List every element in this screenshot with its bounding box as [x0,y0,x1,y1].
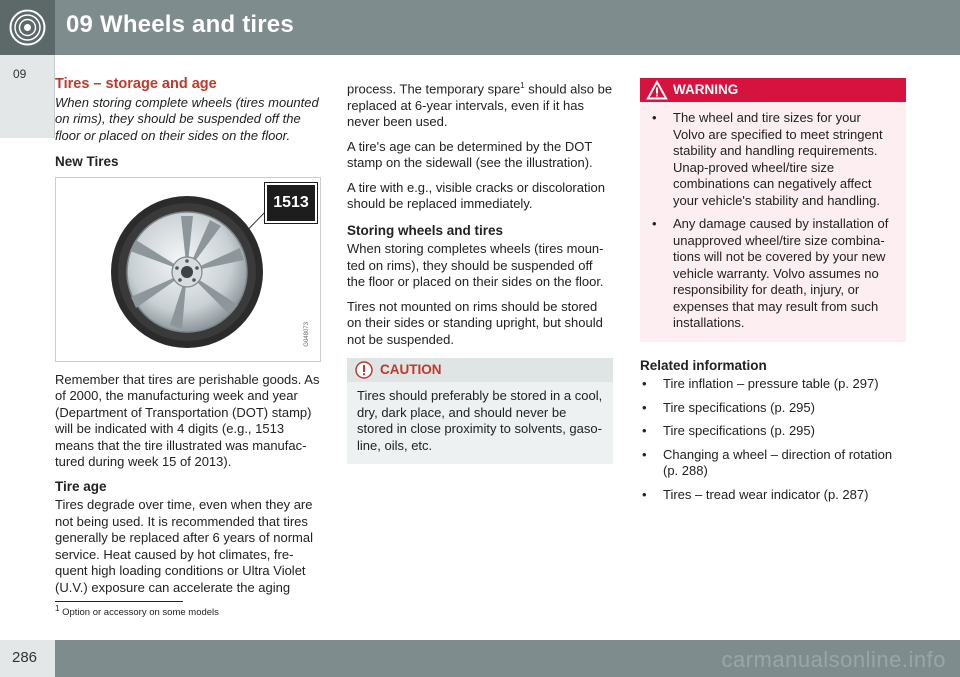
chapter-tab-label: 09 [13,67,27,81]
footnote-text: Option or accessory on some models [59,607,219,619]
footnote-ref: 1 [520,81,525,90]
page-number-box [0,640,55,677]
new-tires-heading: New Tires [55,154,119,169]
footnote-divider [55,601,183,602]
related-info-heading: Related information [640,357,767,373]
dot-paragraph: A tire's age can be determined by the DOT stamp on the sidewall (see the illustration). [347,138,593,171]
related-link[interactable]: • Tire specifications (p. 295) [640,423,906,440]
new-tires-paragraph: Remember that tires are perishable goods. As of 2000, the manufacturing week and year (Department of Transportation (DOT) stamp) will be indicated with 4 digits (e.g., 1513 means that the tire illustrated was manufac-tured during week 15 of 2013). [55,371,320,469]
page-number: 286 [12,649,38,666]
storing-heading: Storing wheels and tires [347,222,504,238]
cracks-paragraph: A tire with e.g., visible cracks or discoloration should be replaced immediately. [347,179,605,212]
page-header [0,0,960,55]
section-title: Tires – storage and age [55,76,217,92]
column-left [55,76,321,596]
related-link[interactable]: • Changing a wheel – direction of rotation (p. 288) [640,447,906,480]
warning-item: • The wheel and tire sizes for your Volvo are specified to meet stringent stability and handling requirements. Unap-proved wheel/tire size combinations can negatively affect your vehicle's stability and handling. [650,110,896,209]
tire-age-paragraph: Tires degrade over time, even when they are not being used. It is recommended that tires generally be replaced after 6 years of normal service. Heat caused by hot climates, fre-quent high loading conditions or Ultra Violet (U.V.) exposure can accelerate the aging [55,497,313,595]
related-link[interactable]: • Tire inflation – pressure table (p. 297) [640,376,906,393]
related-info-list [640,376,906,503]
page-title: 09 Wheels and tires [66,11,294,38]
caution-header [347,358,613,382]
dot-stamp-callout: 1513 [265,183,317,223]
column-middle [347,78,613,464]
wheel-logo-icon [0,0,55,55]
warning-title: WARNING [673,82,739,97]
tire-illustration [55,177,321,362]
spare-text-start: process. The temporary spare [347,81,521,97]
footnote [55,604,219,618]
related-link[interactable]: • Tires – tread wear indicator (p. 287) [640,487,906,504]
warning-header [640,78,906,102]
tire-age-heading: Tire age [55,478,107,494]
chapter-tab [0,55,55,138]
caution-text: Tires should preferably be stored in a cool, dry, dark place, and should never be stored in close proximity to solvents, gaso-line, oils, etc. [357,388,603,453]
watermark: carmanualsonline.info [721,647,946,672]
storing-paragraph-1: When storing completes wheels (tires moun-ted on rims), they should be suspended off the floor or placed on their sides on the floor. [347,241,604,290]
caution-title: CAUTION [380,362,442,378]
warning-item: • Any damage caused by installation of unapproved wheel/tire size combina-tions will not be covered by your new vehicle warranty. Volvo assumes no responsibility for death, injury, or expenses that may result from such installations. [650,216,896,332]
spare-text-end: should also be replaced at 6-year intervals, even if it has never been used. [347,81,613,130]
warning-triangle-icon [646,79,668,101]
page-footer [0,640,960,677]
column-right [640,78,906,510]
related-link[interactable]: • Tire specifications (p. 295) [640,400,906,417]
footnote-marker: 1 [55,604,60,613]
warning-box [640,78,906,342]
intro-text: When storing complete wheels (tires mounted on rims), they should be suspended off the floor or placed on their sides on the floor. [55,94,319,143]
caution-icon [355,361,373,379]
caution-box [347,358,613,464]
storing-paragraph-2: Tires not mounted on rims should be stored on their sides or standing upright, but should not be suspended. [347,298,603,347]
warning-list [640,102,906,342]
spare-paragraph [347,78,613,131]
figure-code: G048073 [303,321,310,347]
